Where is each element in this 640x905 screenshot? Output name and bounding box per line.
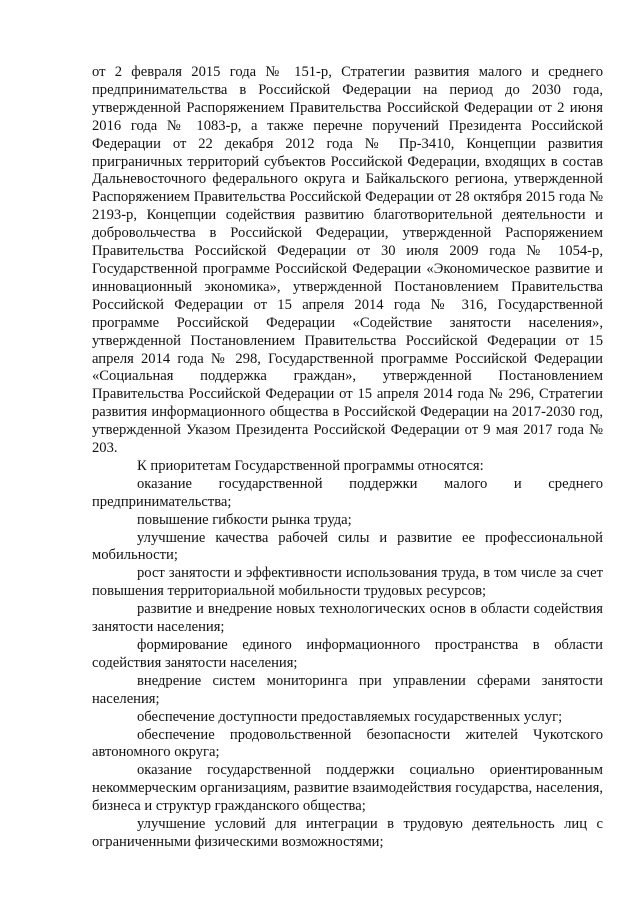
priority-item-nonprofit-support: оказание государственной поддержки социально ориентированным некоммерческим организациям, развитие взаимодействия государства, населения, бизнеса и структур гражданского общества;: [92, 762, 603, 815]
document-page: [92, 64, 603, 852]
priority-item-workforce-quality: улучшение качества рабочей силы и развитие ее профессиональной мобильности;: [92, 529, 603, 564]
priority-item-monitoring: внедрение систем мониторинга при управлении сферами занятости населения;: [92, 672, 603, 707]
priority-item-business-support: оказание государственной поддержки малого и среднего предпринимательства;: [92, 475, 603, 510]
priority-item-service-access: обеспечение доступности предоставляемых государственных услуг;: [137, 708, 563, 725]
priority-item-information-space: формирование единого информационного пространства в области содействия занятости населения;: [92, 637, 603, 671]
paragraph-legal-basis-continuation: от 2 февраля 2015 года № 151-р, Стратегии развития малого и среднего предпринимательства в Российской Федерации на период до 2030 года, утвержденной Распоряжением Правительства Российской Федерации от 2 июня 2016 года № 1083-р, а также перечне поручений Президента Российской Федерации от 22 декабря 2012 года № Пр-3410, Концепции развития приграничных территорий субъектов Российской Федерации, входящих в состав Дальневосточного федерального округа и Байкальского региона, утвержденной Распоряжением Правительства Российской Федерации от 28 октября 2015 года № 2193-р, Концепции содействия развитию благотворительной деятельности и добровольчества в Российской Федерации, утвержденной Распоряжением Правительства Российской Федерации от 30 июля 2009 года № 1054-р, Государственной программе Российской Федерации «Экономическое развитие и инновационный экономика», утвержденной Постановлением Правительства Российской Федерации от 15 апреля 2014 года № 316, Государственной программе Российской Федерации «Содействие занятости населения», утвержденной Постановлением Правительства Российской Федерации от 15 апреля 2014 года № 298, Государственной программе Российской Федерации «Социальная поддержка граждан», утвержденной Постановлением Правительства Российской Федерации от 15 апреля 2014 года № 296, Стратегии развития информационного общества в Российской Федерации на 2017-2030 год, утвержденной Указом Президента Российской Федерации от 9 мая 2017 года № 203.: [92, 64, 603, 457]
priority-item-food-security: обеспечение продовольственной безопасности жителей Чукотского автономного округа;: [92, 726, 603, 761]
priority-item-technology: развитие и внедрение новых технологических основ в области содействия занятости населения;: [92, 601, 603, 636]
priority-item-disability-integration: улучшение условий для интеграции в трудовую деятельность лиц с ограниченными физическими возможностями;: [92, 816, 603, 850]
priority-item-employment-growth: рост занятости и эффективности использования труда, в том числе за счет повышения территориальной мобильности трудовых ресурсов;: [92, 565, 603, 600]
priority-item-labor-flexibility: повышение гибкости рынка труда;: [137, 511, 352, 528]
paragraph-priorities-intro: К приоритетам Государственной программы относятся:: [137, 457, 484, 474]
